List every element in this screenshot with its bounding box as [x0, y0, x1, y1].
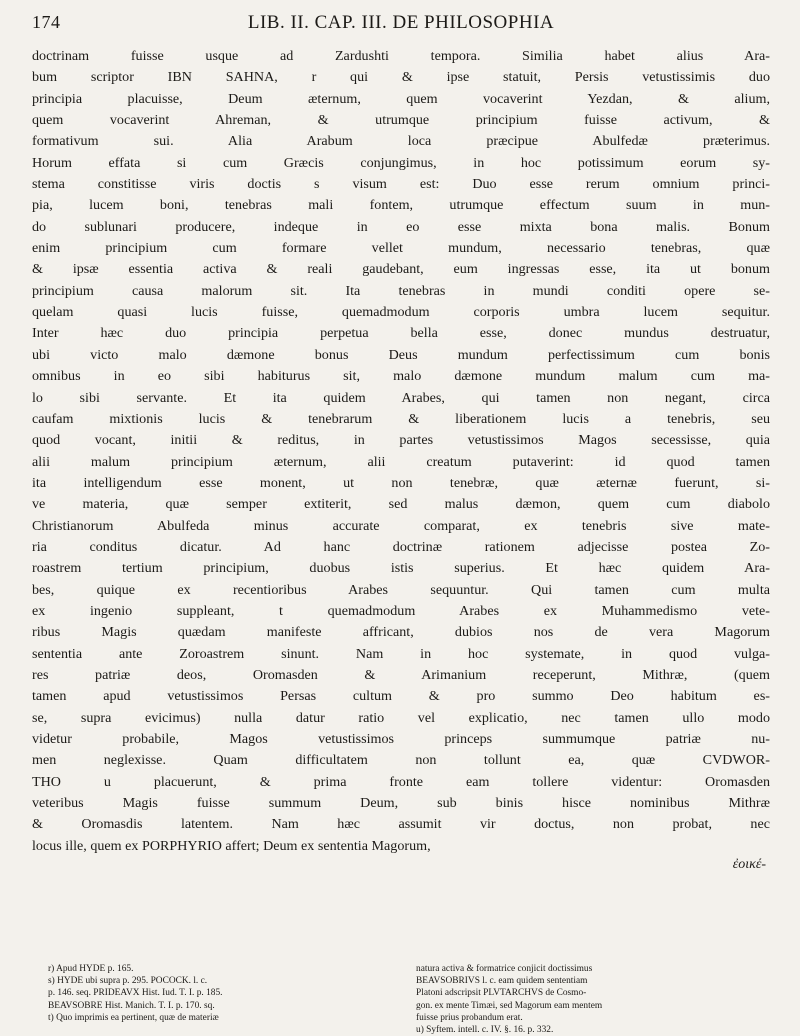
- text-line: & Oromasdis latentem. Nam hæc assumit vir doctus, non probat, nec: [32, 816, 770, 833]
- text-line: stema constitisse viris doctis s visum est: Duo esse rerum omnium princi-: [32, 176, 770, 193]
- footnote-line: natura activa & formatrice conjicit doctissimus: [416, 964, 593, 974]
- footnote-line: Platoni adscripsit PLVTARCHVS de Cosmo-: [416, 988, 587, 999]
- text-line: lo sibi servante. Et ita quidem Arabes, qui tamen non negant, circa: [32, 389, 770, 406]
- footnotes: [48, 963, 766, 1036]
- text-line: res patriæ deos, Oromasden & Arimanium receperunt, Mithræ, (quem: [32, 666, 770, 683]
- footnote-line: u) Syftem. intell. c. IV. §. 16. p. 332.: [416, 1025, 554, 1036]
- text-line: THO u placuerunt, & prima fronte eam tollere videntur: Oromasden: [32, 773, 770, 790]
- text-line: Inter hæc duo principia perpetua bella esse, donec mundus destruatur,: [32, 325, 770, 342]
- text-line: quelam quasi lucis fuisse, quemadmodum corporis umbra lucem sequitur.: [32, 304, 770, 321]
- text-line: men neglexisse. Quam difficultatem non tollunt ea, quæ CVDWOR-: [32, 752, 770, 769]
- text-line: quem vocaverint Ahreman, & utrumque principium fuisse activum, &: [32, 112, 770, 129]
- footnote-line: gon. ex mente Timæi, sed Magorum eam mentem: [416, 1000, 603, 1011]
- text-line: ex ingenio suppleant, t quemadmodum Arabes ex Muhammedismo vete-: [32, 602, 770, 619]
- text-line: ve materia, quæ semper extiterit, sed malus dæmon, quem cum diabolo: [32, 496, 770, 513]
- text-line: bes, quique ex recentioribus Arabes sequuntur. Qui tamen cum multa: [32, 581, 770, 598]
- footnote-line: s) HYDE ubi supra p. 295. POCOCK. l. c.: [48, 976, 208, 987]
- text-line: tamen apud vetustissimos Persas cultum & pro summo Deo habitum es-: [32, 688, 770, 705]
- text-line: videtur probabile, Magos vetustissimos princeps summumque patriæ nu-: [32, 731, 770, 747]
- text-line: ubi victo malo dæmone bonus Deus mundum perfectissimum cum bonis: [32, 346, 770, 363]
- footnote-line: t) Quo imprimis ea pertinent, quæ de materiæ: [48, 1012, 219, 1023]
- text-line: se, supra evicimus) nulla datur ratio vel explicatio, nec tamen ullo modo: [32, 709, 770, 726]
- text-line: do sublunari producere, indeque in eo esse mixta bona malis. Bonum: [32, 218, 770, 235]
- text-line: omnibus in eo sibi habiturus sit, malo dæmone mundum malum cum ma-: [32, 368, 770, 385]
- text-line: & ipsæ essentia activa & reali gaudebant, eum ingressas esse, ita ut bonum: [32, 261, 770, 278]
- footnote-line: fuisse prius probandum erat.: [416, 1012, 523, 1023]
- footnotes-right-column: [416, 963, 766, 1036]
- text-line: locus ille, quem ex PORPHYRIO affert; Deum ex sententia Magorum,: [32, 837, 431, 854]
- text-line: ita intelligendum esse monent, ut non tenebræ, quæ æternæ fuerunt, si-: [32, 474, 770, 491]
- text-line: Horum effata si cum Græcis conjungimus, in hoc potissimum eorum sy-: [32, 154, 770, 171]
- text-line: principium causa malorum sit. Ita tenebras in mundi conditi opere se-: [32, 282, 770, 299]
- text-line: principia placuisse, Deum æternum, quem vocaverint Yezdan, & alium,: [32, 90, 770, 107]
- running-head: [32, 12, 770, 40]
- text-line: caufam mixtionis lucis & tenebrarum & liberationem lucis a tenebris, seu: [32, 410, 770, 427]
- running-title: LIB. II. CAP. III. DE PHILOSOPHIA: [247, 12, 555, 33]
- text-line: ribus Magis quædam manifeste affricant, dubios nos de vera Magorum: [32, 624, 770, 641]
- text-line: doctrinam fuisse usque ad Zardushti tempora. Similia habet alius Ara-: [32, 48, 770, 64]
- page-number: 174: [32, 12, 61, 32]
- footnote-line: r) Apud HYDE p. 165.: [48, 964, 134, 974]
- footnote-line: p. 146. seq. PRIDEAVX Hist. Iud. T. I. p. 185.: [48, 988, 223, 999]
- text-line: enim principium cum formare vellet mundum, necessario tenebras, quæ: [32, 240, 770, 257]
- text-line: alii malum principium æternum, alii creatum putaverint: id quod tamen: [32, 453, 770, 470]
- text-line: roastrem tertium principium, duobus istis superius. Et hæc quidem Ara-: [32, 560, 770, 577]
- text-line: veteribus Magis fuisse summum Deum, sub binis hisce nominibus Mithræ: [32, 795, 770, 812]
- main-text: [32, 46, 770, 857]
- footnote-line: BEAVSOBRE Hist. Manich. T. I. p. 170. sq.: [48, 1000, 215, 1011]
- text-line: quod vocant, initii & reditus, in partes vetustissimos Magos secessisse, quia: [32, 432, 770, 449]
- text-line: formativum sui. Alia Arabum loca præcipue Abulfedæ præterimus.: [32, 133, 770, 150]
- text-line: pia, lucem boni, tenebras mali fontem, utrumque effectum suum in mun-: [32, 197, 770, 214]
- catchword: ἐοικέ-: [732, 857, 766, 873]
- footnote-line: BEAVSOBRIVS l. c. eam quidem sententiam: [416, 976, 588, 987]
- text-line: Christianorum Abulfeda minus accurate comparat, ex tenebris sive mate-: [32, 517, 770, 534]
- text-line: ria conditus dicatur. Ad hanc doctrinæ rationem adjecisse postea Zo-: [32, 538, 770, 555]
- text-line: sententia ante Zoroastrem sinunt. Nam in hoc systemate, in quod vulga-: [32, 645, 770, 662]
- text-line: bum scriptor IBN SAHNA, r qui & ipse statuit, Persis vetustissimis duo: [32, 69, 770, 86]
- footnotes-left-column: [48, 963, 398, 1036]
